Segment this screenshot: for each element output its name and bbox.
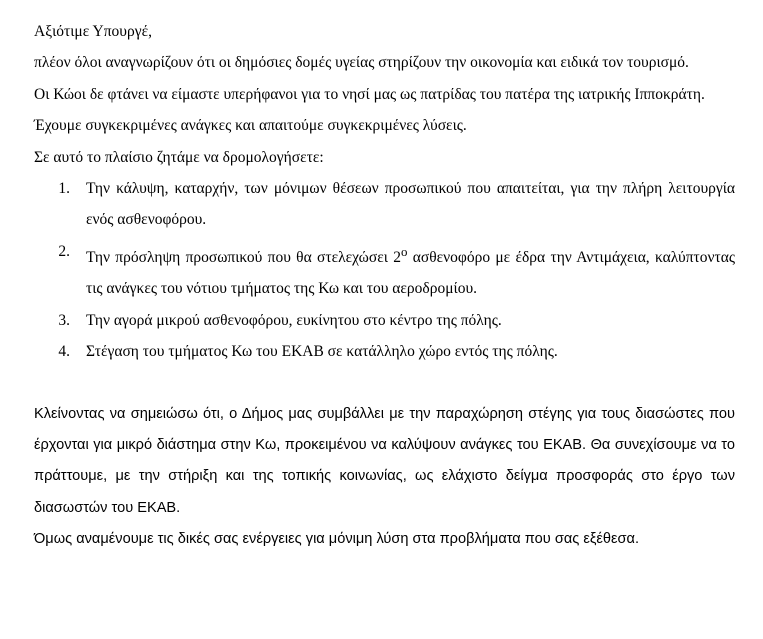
closing-final-line: Όμως αναμένουμε τις δικές σας ενέργειες για μόνιμη λύση στα προβλήματα που σας εξέθεσα.: [34, 531, 640, 548]
closing-paragraph: Κλείνοντας να σημειώσω ότι, ο Δήμος μας συμβάλλει με την παραχώρηση στέγης για τους διασώστες που έρχονται για μικρό διάστημα στην Κω, προκειμένου να καλύψουν ανάγκες του ΕΚΑΒ. Θα συνεχίσουμε να το πράττουμε, με την στήριξη και της τοπικής κοινωνίας, ως ελάχιστο δείγμα προσφοράς στο έργο των διασωστών του ΕΚΑΒ.: [34, 405, 735, 516]
list-item: [34, 236, 735, 305]
list-item-text: Στέγαση του τμήματος Κω του ΕΚΑΒ σε κατάλληλο χώρο εντός της πόλης.: [86, 343, 558, 361]
letter-body: [34, 16, 735, 368]
list-item: [34, 336, 735, 367]
list-item: [34, 173, 735, 236]
paragraph-framework: Σε αυτό το πλαίσιο ζητάμε να δρομολογήσετε:: [34, 148, 324, 166]
paragraph-needs: Έχουμε συγκεκριμένες ανάγκες και απαιτούμε συγκεκριμένες λύσεις.: [34, 117, 467, 135]
greeting: Αξιότιμε Υπουργέ,: [34, 23, 152, 40]
list-item-number: 4.: [58, 343, 70, 361]
list-item-number: 2.: [58, 242, 70, 260]
list-item-text: Την αγορά μικρού ασθενοφόρου, ευκίνητου στο κέντρο της πόλης.: [86, 311, 502, 329]
list-item-text-end: ασθενοφόρο με έδρα την Αντιμάχεια, καλύπτοντας τις ανάγκες του νότιου τμήματος της Κω και του αεροδρομίου.: [86, 249, 735, 298]
closing-section: [34, 399, 735, 556]
list-item-text: Την κάλυψη, καταρχήν, των μόνιμων θέσεων προσωπικού που απαιτείται, για την πλήρη λειτουργία ενός ασθενοφόρου.: [86, 180, 735, 229]
list-item-number: 3.: [58, 311, 70, 329]
list-item: [34, 305, 735, 336]
paragraph-hippocrates: Οι Κώοι δε φτάνει να είμαστε υπερήφανοι για το νησί μας ως πατρίδας του πατέρα της ιατρικής Ιπποκράτη.: [34, 85, 705, 103]
list-item-text-start: Την πρόσληψη προσωπικού που θα στελεχώσει 2: [86, 249, 401, 266]
paragraph-tourism: πλέον όλοι αναγνωρίζουν ότι οι δημόσιες δομές υγείας στηρίζουν την οικονομία και ειδικά τον τουρισμό.: [34, 54, 689, 72]
requests-list: [34, 173, 735, 368]
list-item-text: [86, 236, 735, 305]
ordinal-superscript: ο: [400, 243, 408, 259]
list-item-number: 1.: [58, 180, 70, 198]
